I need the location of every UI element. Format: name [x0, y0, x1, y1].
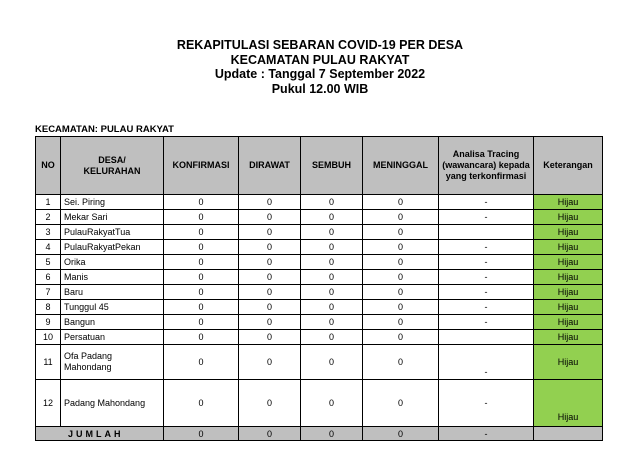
cell-desa: Tunggul 45: [61, 300, 164, 315]
cell-no: 4: [36, 240, 61, 255]
cell-analisa: [439, 225, 534, 240]
district-subtitle: KECAMATAN: PULAU RAKYAT: [35, 124, 174, 135]
cell-konfirmasi: 0: [164, 225, 239, 240]
cell-meninggal: 0: [363, 330, 439, 345]
report-update-time: Pukul 12.00 WIB: [271, 81, 369, 96]
total-sembuh: 0: [301, 427, 363, 441]
cell-konfirmasi: 0: [164, 255, 239, 270]
cell-konfirmasi: 0: [164, 315, 239, 330]
cell-analisa: -: [439, 380, 534, 427]
cell-sembuh: 0: [301, 315, 363, 330]
cell-dirawat: 0: [239, 270, 301, 285]
col-header-dirawat: DIRAWAT: [239, 137, 301, 195]
cell-desa: Manis: [61, 270, 164, 285]
cell-konfirmasi: 0: [164, 330, 239, 345]
col-header-desa: [61, 137, 164, 195]
cell-konfirmasi: 0: [164, 300, 239, 315]
cell-meninggal: 0: [363, 255, 439, 270]
cell-sembuh: 0: [301, 255, 363, 270]
cell-no: 3: [36, 225, 61, 240]
cell-konfirmasi: 0: [164, 345, 239, 380]
total-konfirmasi: 0: [164, 427, 239, 441]
cell-analisa: -: [439, 300, 534, 315]
cell-sembuh: 0: [301, 380, 363, 427]
cell-keterangan: Hijau: [534, 255, 603, 270]
cell-konfirmasi: 0: [164, 285, 239, 300]
cell-no: 5: [36, 255, 61, 270]
cell-dirawat: 0: [239, 195, 301, 210]
col-header-desa-text: DESA/ KELURAHAN: [83, 154, 141, 176]
cell-no: 8: [36, 300, 61, 315]
cell-meninggal: 0: [363, 195, 439, 210]
cell-keterangan: Hijau: [534, 195, 603, 210]
covid-recap-table: [35, 136, 603, 441]
total-label: JUMLAH: [36, 427, 164, 441]
cell-dirawat: 0: [239, 345, 301, 380]
cell-sembuh: 0: [301, 330, 363, 345]
col-header-konfirmasi: KONFIRMASI: [164, 137, 239, 195]
col-header-meninggal: MENINGGAL: [363, 137, 439, 195]
cell-dirawat: 0: [239, 315, 301, 330]
cell-konfirmasi: 0: [164, 240, 239, 255]
cell-meninggal: 0: [363, 315, 439, 330]
cell-meninggal: 0: [363, 240, 439, 255]
cell-meninggal: 0: [363, 380, 439, 427]
total-meninggal: 0: [363, 427, 439, 441]
report-title: REKAPITULASI SEBARAN COVID-19 PER DESA: [176, 38, 464, 52]
total-analisa: -: [439, 427, 534, 441]
cell-konfirmasi: 0: [164, 380, 239, 427]
cell-sembuh: 0: [301, 345, 363, 380]
col-header-sembuh: SEMBUH: [301, 137, 363, 195]
table-row: [36, 315, 603, 330]
cell-desa: Padang Mahondang: [61, 380, 164, 427]
cell-no: 9: [36, 315, 61, 330]
cell-konfirmasi: 0: [164, 195, 239, 210]
table-row: [36, 210, 603, 225]
cell-dirawat: 0: [239, 300, 301, 315]
cell-keterangan: Hijau: [534, 300, 603, 315]
table-header-row: [36, 137, 603, 195]
cell-sembuh: 0: [301, 270, 363, 285]
cell-meninggal: 0: [363, 225, 439, 240]
cell-no: 10: [36, 330, 61, 345]
cell-no: 12: [36, 380, 61, 427]
cell-konfirmasi: 0: [164, 210, 239, 225]
cell-analisa: -: [439, 255, 534, 270]
cell-no: 1: [36, 195, 61, 210]
cell-analisa: -: [439, 270, 534, 285]
cell-keterangan: Hijau: [534, 240, 603, 255]
cell-desa: Sei. Piring: [61, 195, 164, 210]
cell-sembuh: 0: [301, 195, 363, 210]
cell-analisa: -: [439, 285, 534, 300]
report-update-date: Update : Tanggal 7 September 2022: [214, 67, 426, 81]
table-row: [36, 345, 603, 380]
cell-no: 7: [36, 285, 61, 300]
report-header: [0, 38, 640, 96]
cell-no: 2: [36, 210, 61, 225]
cell-keterangan: Hijau: [534, 330, 603, 345]
cell-dirawat: 0: [239, 210, 301, 225]
cell-desa: Bangun: [61, 315, 164, 330]
col-header-no: NO: [36, 137, 61, 195]
cell-keterangan: Hijau: [534, 345, 603, 380]
cell-dirawat: 0: [239, 330, 301, 345]
cell-analisa: -: [439, 195, 534, 210]
cell-keterangan: Hijau: [534, 210, 603, 225]
cell-meninggal: 0: [363, 345, 439, 380]
cell-keterangan: Hijau: [534, 270, 603, 285]
table-row: [36, 300, 603, 315]
cell-sembuh: 0: [301, 210, 363, 225]
cell-analisa: -: [439, 345, 534, 380]
cell-meninggal: 0: [363, 285, 439, 300]
total-dirawat: 0: [239, 427, 301, 441]
col-header-analisa: Analisa Tracing (wawancara) kepada yang terkonfirmasi: [439, 137, 534, 195]
cell-desa: Ofa Padang Mahondang: [61, 345, 164, 380]
cell-keterangan: Hijau: [534, 285, 603, 300]
cell-desa: Persatuan: [61, 330, 164, 345]
cell-sembuh: 0: [301, 240, 363, 255]
report-district: KECAMATAN PULAU RAKYAT: [230, 52, 410, 67]
table-row: [36, 255, 603, 270]
total-keterangan: [534, 427, 603, 441]
cell-meninggal: 0: [363, 210, 439, 225]
cell-desa: PulauRakyatTua: [61, 225, 164, 240]
cell-desa: PulauRakyatPekan: [61, 240, 164, 255]
col-header-keterangan: Keterangan: [534, 137, 603, 195]
cell-no: 6: [36, 270, 61, 285]
cell-sembuh: 0: [301, 225, 363, 240]
cell-analisa: [439, 330, 534, 345]
cell-sembuh: 0: [301, 285, 363, 300]
cell-desa: Mekar Sari: [61, 210, 164, 225]
cell-keterangan: Hijau: [534, 315, 603, 330]
cell-meninggal: 0: [363, 270, 439, 285]
cell-analisa: -: [439, 315, 534, 330]
cell-desa: Orika: [61, 255, 164, 270]
cell-dirawat: 0: [239, 285, 301, 300]
table-row: [36, 195, 603, 210]
cell-no: 11: [36, 345, 61, 380]
cell-desa: Baru: [61, 285, 164, 300]
cell-dirawat: 0: [239, 380, 301, 427]
table-row: [36, 380, 603, 427]
total-row: [36, 427, 603, 441]
cell-sembuh: 0: [301, 300, 363, 315]
table-row: [36, 285, 603, 300]
cell-dirawat: 0: [239, 225, 301, 240]
table-row: [36, 330, 603, 345]
cell-analisa: -: [439, 240, 534, 255]
cell-dirawat: 0: [239, 255, 301, 270]
cell-dirawat: 0: [239, 240, 301, 255]
table-row: [36, 270, 603, 285]
cell-keterangan: Hijau: [534, 225, 603, 240]
cell-analisa: -: [439, 210, 534, 225]
table-row: [36, 225, 603, 240]
cell-meninggal: 0: [363, 300, 439, 315]
cell-konfirmasi: 0: [164, 270, 239, 285]
table-row: [36, 240, 603, 255]
cell-keterangan: Hijau: [534, 380, 603, 427]
